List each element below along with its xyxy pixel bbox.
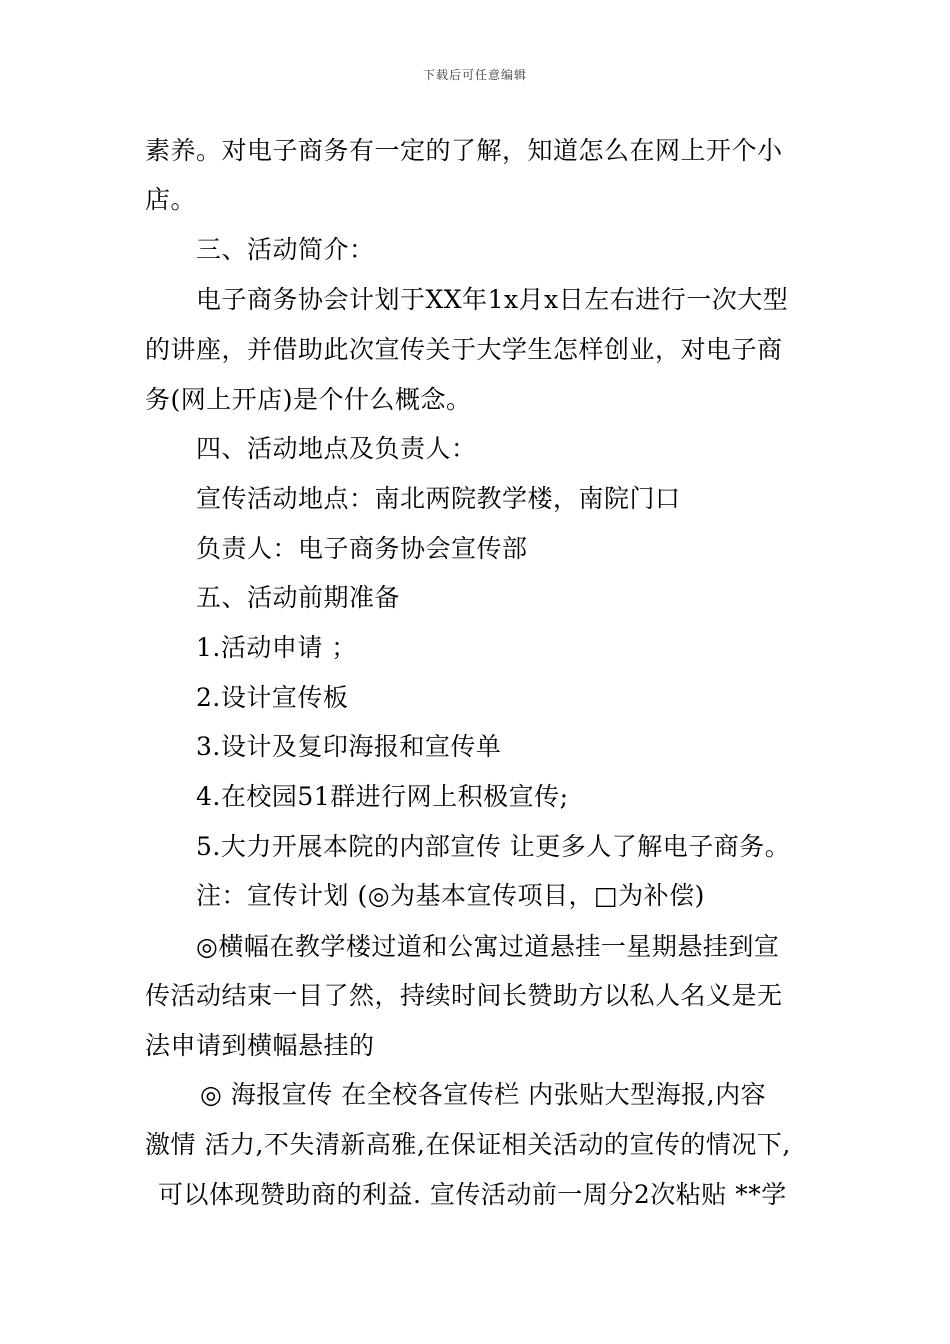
page-header: 下载后可任意编辑	[422, 68, 527, 82]
list-item-3: 3.设计及复印海报和宣传单	[196, 732, 502, 761]
text-line-5: 的讲座，并借助此次宣传关于大学生怎样创业，对电子商	[145, 335, 783, 364]
section-heading-3: 三、活动简介：	[196, 235, 375, 264]
text-line-22: 可以体现赞助商的利益. 宣传活动前一周分2次粘贴 **学	[158, 1180, 787, 1209]
text-line-19: 法申请到横幅悬挂的	[145, 1031, 375, 1060]
text-line-17: ◎横幅在教学楼过道和公寓过道悬挂一星期悬挂到宣	[196, 932, 780, 961]
text-line-4: 电子商务协会计划于XX年1x月x日左右进行一次大型	[196, 285, 789, 314]
section-heading-5: 五、活动前期准备	[196, 583, 401, 612]
list-item-1: 1.活动申请 ；	[196, 633, 357, 662]
list-item-5: 5.大力开展本院的内部宣传 让更多人了解电子商务。	[196, 832, 791, 861]
text-line-20: ◎ 海报宣传 在全校各宣传栏 内张贴大型海报,内容	[200, 1080, 767, 1109]
note-line: 注：宣传计划 (◎为基本宣传项目，□为补偿)	[196, 881, 705, 910]
text-line-18: 传活动结束一目了然，持续时间长赞助方以私人名义是无	[145, 981, 783, 1010]
list-item-2: 2.设计宣传板	[196, 683, 349, 712]
text-line-1: 素养。对电子商务有一定的了解，知道怎么在网上开个小	[145, 136, 783, 165]
text-line-6: 务(网上开店)是个什么概念。	[145, 385, 472, 414]
section-heading-4: 四、活动地点及负责人：	[196, 434, 477, 463]
text-line-8: 宣传活动地点：南北两院教学楼，南院门口	[196, 484, 681, 513]
text-line-9: 负责人：电子商务协会宣传部	[196, 534, 528, 563]
list-item-4: 4.在校园51群进行网上积极宣传;	[196, 782, 569, 811]
text-line-2: 店。	[145, 185, 197, 214]
text-line-21: 激情 活力,不失清新高雅,在保证相关活动的宣传的情况下,	[145, 1130, 791, 1159]
